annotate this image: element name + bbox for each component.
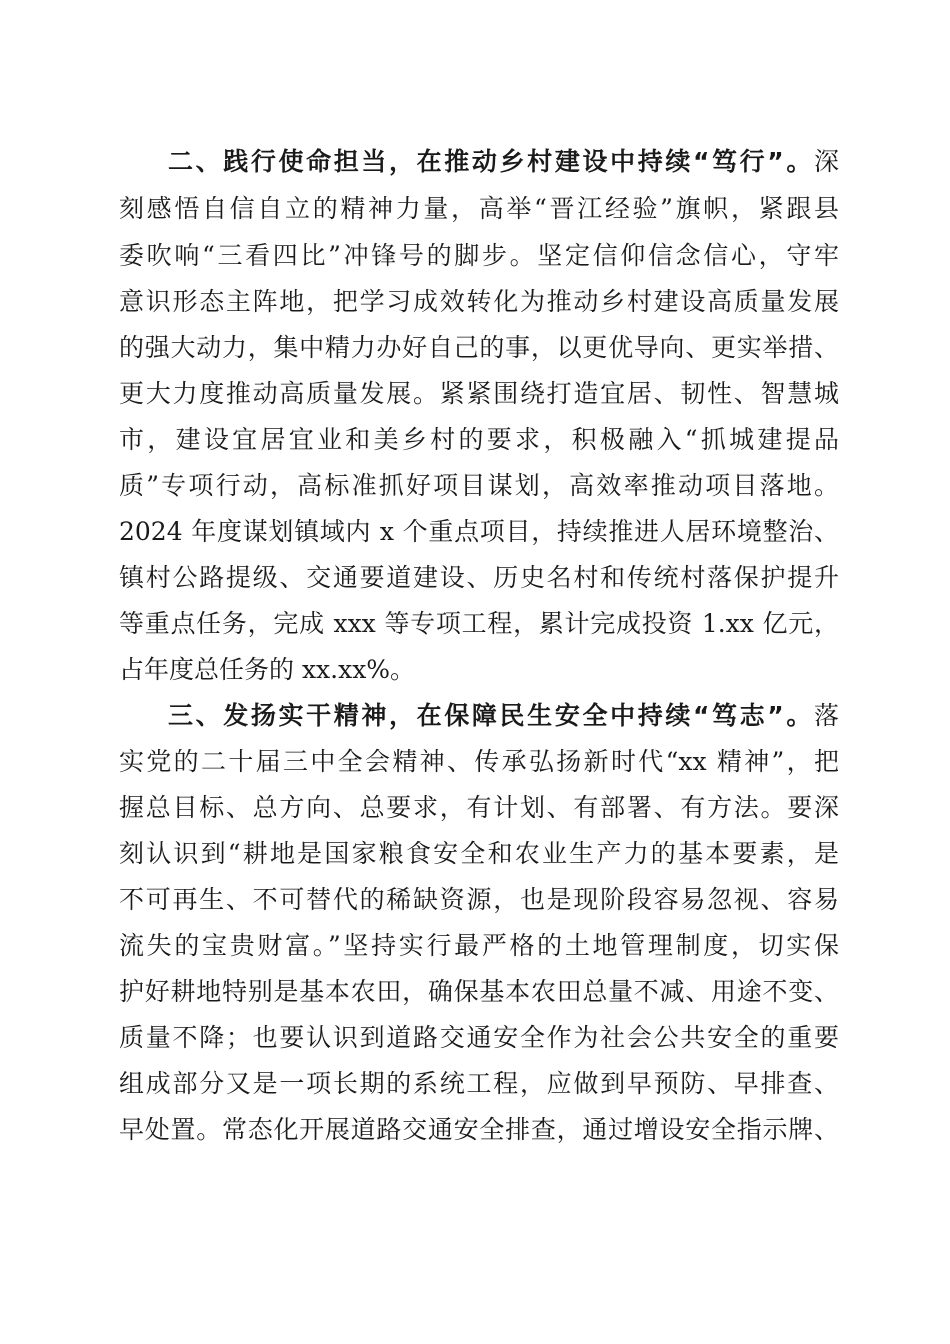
section-three-line: 不可再生、不可替代的稀缺资源，也是现阶段容易忽视、容易: [119, 885, 839, 914]
section-three-line: 护好耕地特别是基本农田，确保基本农田总量不减、用途不变、: [119, 977, 839, 1006]
section-three-first-line: [168, 693, 839, 739]
section-two-line: 更大力度推动高质量发展。紧紧围绕打造宜居、韧性、智慧城: [119, 379, 839, 408]
section-three-line: 质量不降；也要认识到道路交通安全作为社会公共安全的重要: [119, 1023, 839, 1052]
section-two-line: 占年度总任务的 xx.xx%。: [119, 655, 416, 684]
section-two-heading: 二、践行使命担当，在推动乡村建设中持续“笃行”。: [168, 147, 814, 176]
section-three-heading: 三、发扬实干精神，在保障民生安全中持续“笃志”。: [168, 701, 814, 730]
section-two-line: 的强大动力，集中精力办好自己的事，以更优导向、更实举措、: [119, 333, 839, 362]
section-three-line: 流失的宝贵财富。”坚持实行最严格的土地管理制度，切实保: [119, 931, 839, 960]
section-three-line: 实党的二十届三中全会精神、传承弘扬新时代“xx 精神”，把: [119, 747, 839, 776]
section-two-line: 质”专项行动，高标准抓好项目谋划，高效率推动项目落地。: [119, 471, 839, 500]
section-two-line: 委吹响“三看四比”冲锋号的脚步。坚定信仰信念信心，守牢: [119, 241, 839, 270]
section-two-line: 2024 年度谋划镇域内 x 个重点项目，持续推进人居环境整治、: [119, 517, 839, 546]
section-two-line: 镇村公路提级、交通要道建设、历史名村和传统村落保护提升: [119, 563, 839, 592]
section-two-line: 市，建设宜居宜业和美乡村的要求，积极融入“抓城建提品: [119, 425, 839, 454]
section-two-line: 刻感悟自信自立的精神力量，高举“晋江经验”旗帜，紧跟县: [119, 194, 839, 223]
section-two-line: 深: [813, 147, 839, 176]
section-two-line: 等重点任务，完成 xxx 等专项工程，累计完成投资 1.xx 亿元，: [119, 609, 839, 638]
section-three-line: 早处置。常态化开展道路交通安全排查，通过增设安全指示牌、: [119, 1115, 839, 1144]
section-two-line: 意识形态主阵地，把学习成效转化为推动乡村建设高质量发展: [119, 287, 839, 316]
section-three-line: 落: [813, 701, 839, 730]
section-three-line: 刻认识到“耕地是国家粮食安全和农业生产力的基本要素，是: [119, 839, 839, 868]
section-three-line: 组成部分又是一项长期的系统工程，应做到早预防、早排查、: [119, 1069, 839, 1098]
section-three-line: 握总目标、总方向、总要求，有计划、有部署、有方法。要深: [119, 793, 839, 822]
section-two-first-line: [168, 139, 839, 185]
